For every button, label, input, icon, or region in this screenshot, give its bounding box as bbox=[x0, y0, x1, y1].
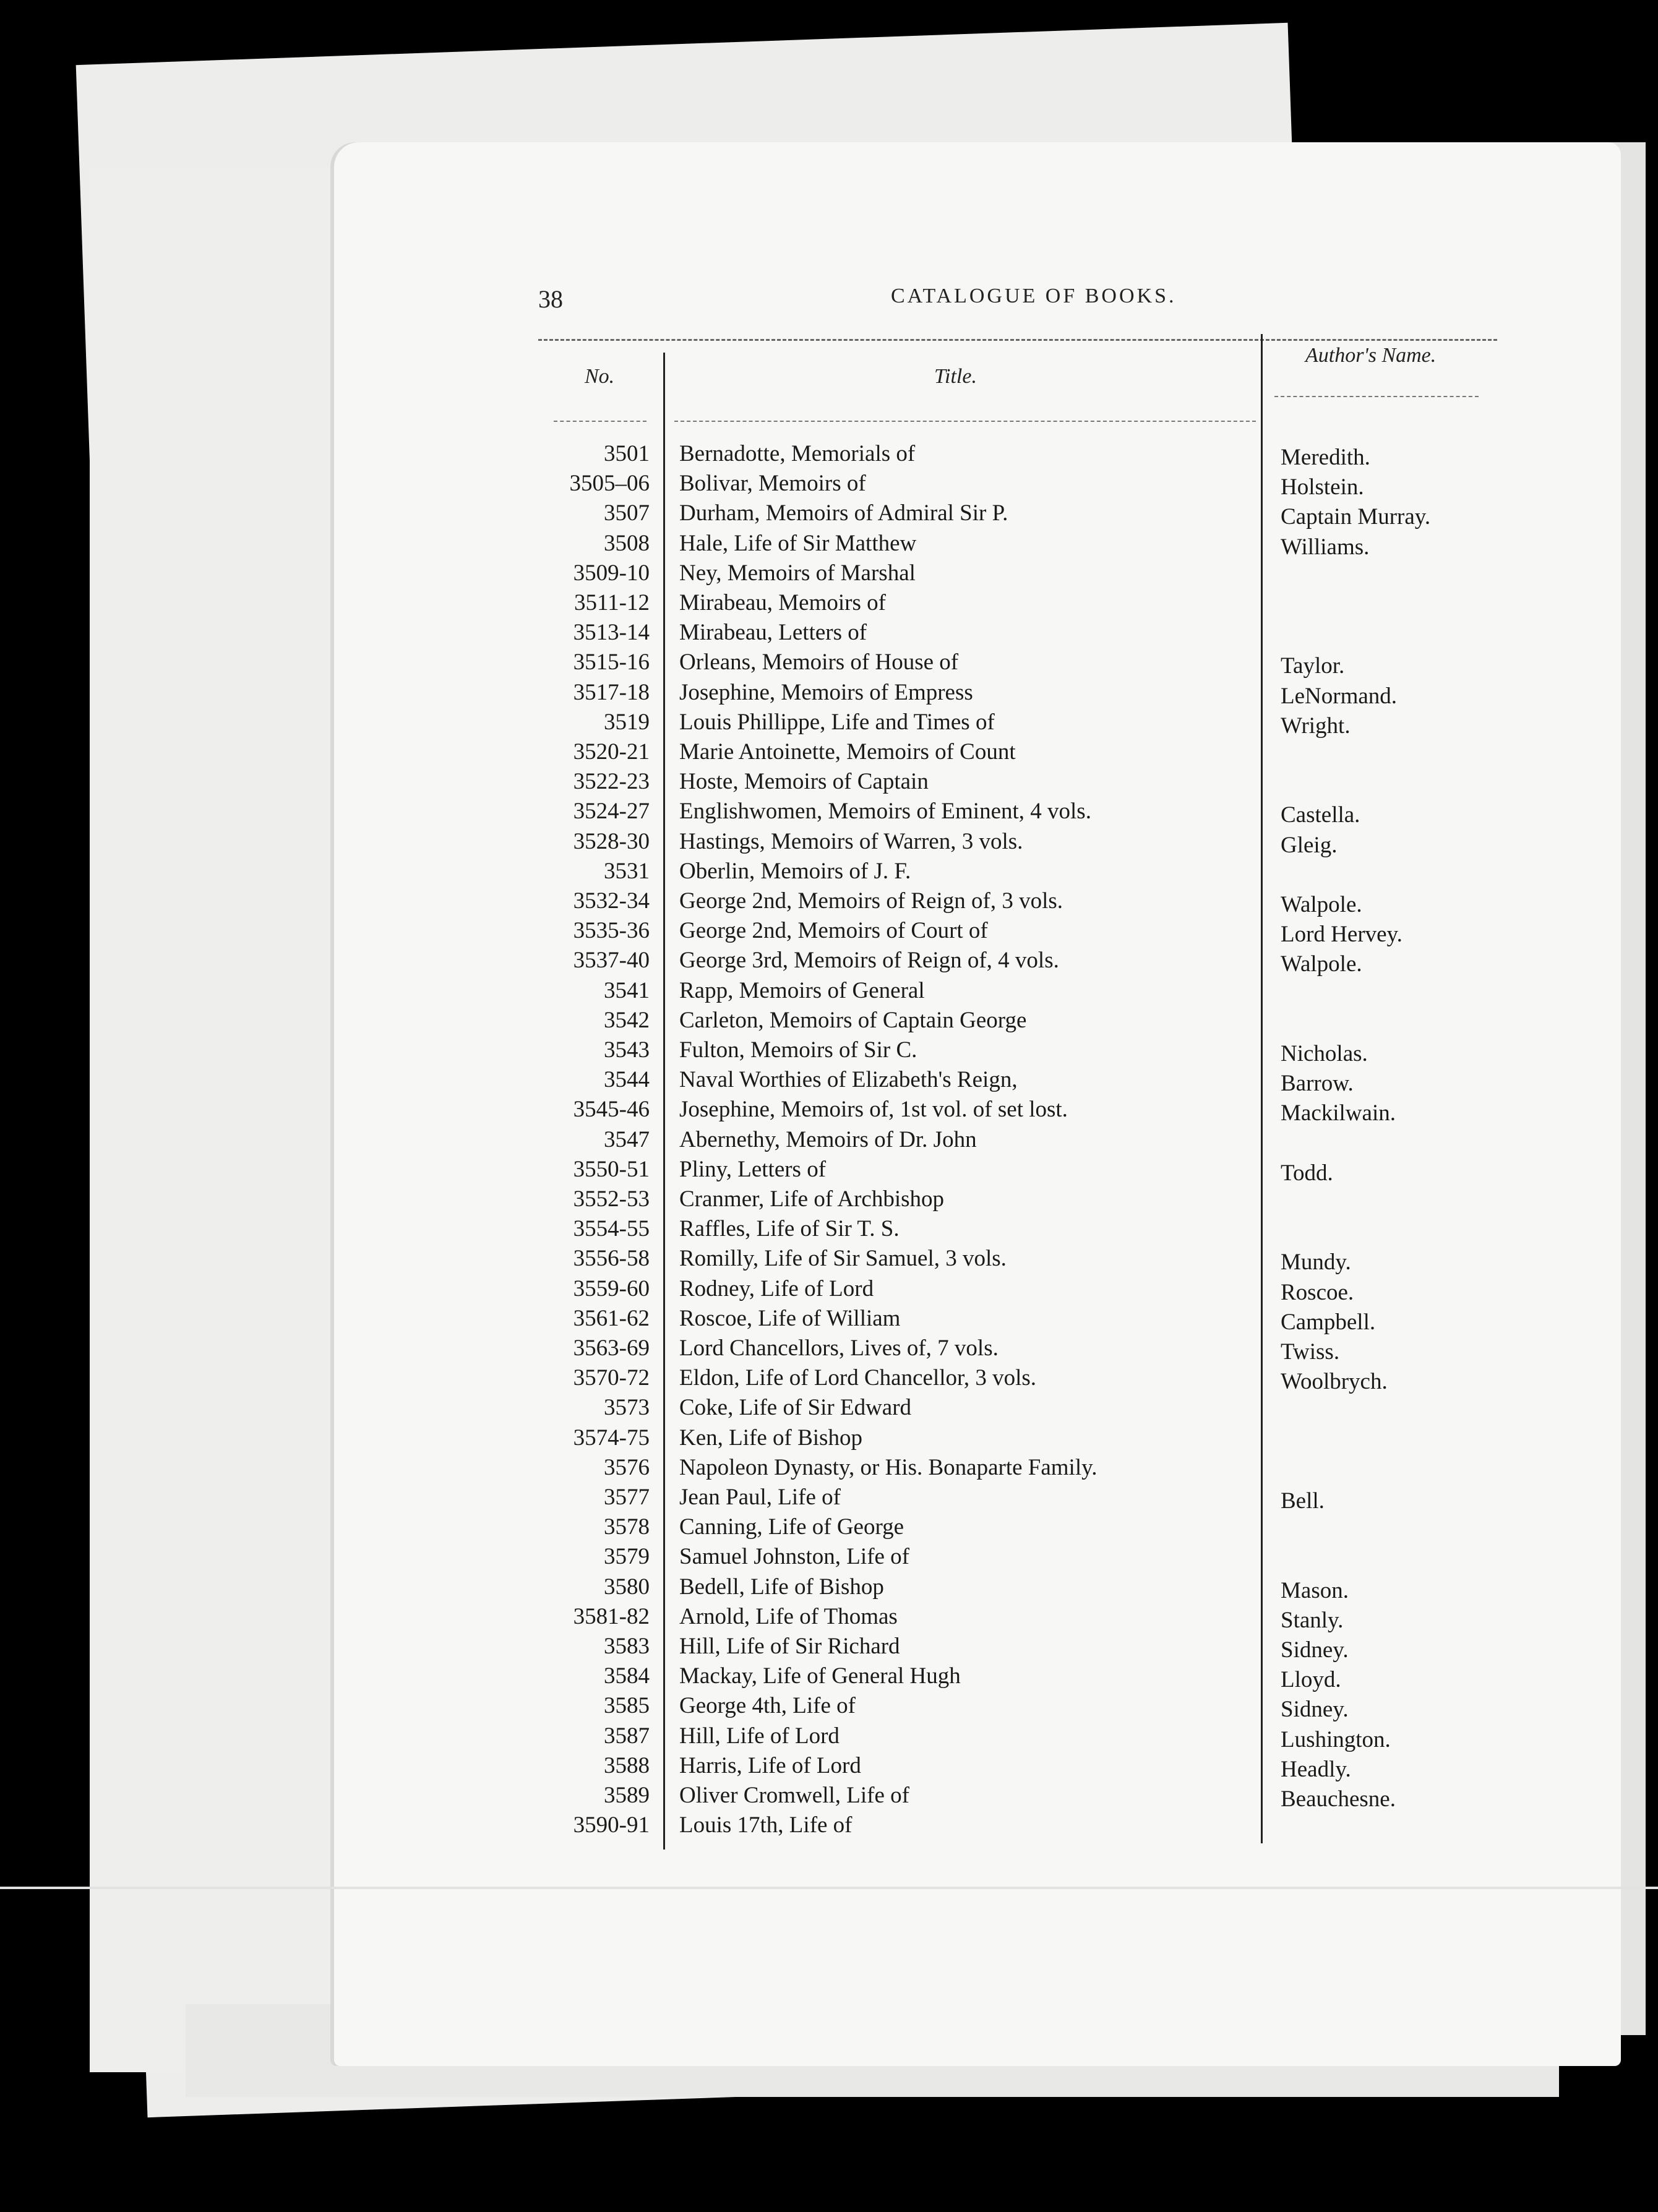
entry-number: 3537-40 bbox=[573, 948, 650, 974]
entry-title: George 2nd, Memoirs of Reign of, 3 vols. bbox=[679, 888, 1063, 914]
entry-title: Carleton, Memoirs of Captain George bbox=[679, 1007, 1027, 1033]
entry-title: Jean Paul, Life of bbox=[679, 1485, 841, 1510]
author-name: Holstein. bbox=[1281, 474, 1364, 500]
entry-number: 3554-55 bbox=[573, 1216, 650, 1242]
entry-title: Eldon, Life of Lord Chancellor, 3 vols. bbox=[679, 1365, 1037, 1391]
author-name: Mason. bbox=[1281, 1577, 1349, 1603]
entry-number: 3580 bbox=[604, 1574, 650, 1600]
entry-title: Pliny, Letters of bbox=[679, 1156, 827, 1182]
column-rule bbox=[554, 421, 646, 422]
author-name: Gleig. bbox=[1281, 832, 1338, 858]
entry-title: Hill, Life of Sir Richard bbox=[679, 1634, 900, 1659]
author-name: Beauchesne. bbox=[1281, 1786, 1396, 1812]
entry-number: 3576 bbox=[604, 1454, 650, 1480]
entry-title: Hale, Life of Sir Matthew bbox=[679, 530, 917, 556]
entry-number: 3524-27 bbox=[573, 799, 650, 825]
entry-number: 3573 bbox=[604, 1395, 650, 1421]
author-name: Todd. bbox=[1281, 1160, 1333, 1186]
author-name: Sidney. bbox=[1281, 1697, 1349, 1723]
entry-number: 3545-46 bbox=[573, 1097, 650, 1123]
author-name: Walpole. bbox=[1281, 951, 1362, 977]
author-name: Nicholas. bbox=[1281, 1041, 1368, 1066]
entry-number: 3519 bbox=[604, 709, 650, 735]
entry-number: 3520-21 bbox=[573, 739, 650, 765]
entry-number: 3590-91 bbox=[573, 1812, 650, 1838]
author-name: Lloyd. bbox=[1281, 1667, 1341, 1693]
header-rule bbox=[538, 339, 1497, 341]
entry-title: Cranmer, Life of Archbishop bbox=[679, 1186, 945, 1212]
column-header-no: No. bbox=[585, 365, 615, 388]
author-name: Stanly. bbox=[1281, 1607, 1344, 1633]
author-name: Captain Murray. bbox=[1281, 504, 1431, 530]
author-name: Wright. bbox=[1281, 713, 1351, 739]
column-rule bbox=[674, 421, 1256, 422]
entry-number: 3543 bbox=[604, 1037, 650, 1063]
author-name: Lushington. bbox=[1281, 1726, 1391, 1752]
entry-number: 3574-75 bbox=[573, 1425, 650, 1451]
author-name: LeNormand. bbox=[1281, 683, 1398, 709]
author-name: Mundy. bbox=[1281, 1250, 1351, 1275]
entry-number: 3550-51 bbox=[573, 1156, 650, 1182]
author-name: Meredith. bbox=[1281, 445, 1370, 470]
running-title: CATALOGUE OF BOOKS. bbox=[891, 285, 1177, 307]
entry-title: Durham, Memoirs of Admiral Sir P. bbox=[679, 500, 1008, 526]
entry-title: George 2nd, Memoirs of Court of bbox=[679, 918, 988, 944]
entry-number: 3544 bbox=[604, 1067, 650, 1093]
entry-number: 3522-23 bbox=[573, 769, 650, 795]
entry-number: 3531 bbox=[604, 858, 650, 884]
entry-title: Orleans, Memoirs of House of bbox=[679, 649, 959, 675]
entry-title: Louis 17th, Life of bbox=[679, 1812, 853, 1838]
column-rule bbox=[1274, 396, 1479, 397]
entry-title: Harris, Life of Lord bbox=[679, 1752, 861, 1778]
entry-title: Rapp, Memoirs of General bbox=[679, 977, 925, 1003]
entry-title: Mirabeau, Memoirs of bbox=[679, 590, 886, 615]
author-name: Campbell. bbox=[1281, 1309, 1376, 1335]
entry-number: 3542 bbox=[604, 1007, 650, 1033]
entry-title: Hill, Life of Lord bbox=[679, 1723, 840, 1749]
entry-number: 3505–06 bbox=[569, 471, 650, 497]
entry-title: Coke, Life of Sir Edward bbox=[679, 1395, 912, 1421]
entry-title: Lord Chancellors, Lives of, 7 vols. bbox=[679, 1335, 999, 1361]
author-name: Taylor. bbox=[1281, 653, 1345, 679]
entry-title: Napoleon Dynasty, or His. Bonaparte Family. bbox=[679, 1454, 1097, 1480]
entry-title: Rodney, Life of Lord bbox=[679, 1275, 874, 1301]
entry-number: 3588 bbox=[604, 1752, 650, 1778]
entry-number: 3583 bbox=[604, 1634, 650, 1659]
entry-number: 3556-58 bbox=[573, 1246, 650, 1272]
entry-number: 3577 bbox=[604, 1485, 650, 1510]
entry-title: Samuel Johnston, Life of bbox=[679, 1544, 910, 1570]
author-name: Mackilwain. bbox=[1281, 1100, 1396, 1126]
scan-artifact-line bbox=[0, 1887, 1658, 1889]
entry-number: 3585 bbox=[604, 1693, 650, 1719]
entry-title: Raffles, Life of Sir T. S. bbox=[679, 1216, 900, 1242]
entry-number: 3587 bbox=[604, 1723, 650, 1749]
entry-title: Marie Antoinette, Memoirs of Count bbox=[679, 739, 1016, 765]
entry-title: Fulton, Memoirs of Sir C. bbox=[679, 1037, 917, 1063]
entry-number: 3511-12 bbox=[574, 590, 650, 615]
entry-number: 3561-62 bbox=[573, 1305, 650, 1331]
entry-number: 3579 bbox=[604, 1544, 650, 1570]
author-name: Twiss. bbox=[1281, 1339, 1340, 1365]
entry-number: 3570-72 bbox=[573, 1365, 650, 1391]
author-name: Lord Hervey. bbox=[1281, 922, 1402, 948]
page-number: 38 bbox=[538, 285, 563, 313]
entry-title: George 4th, Life of bbox=[679, 1693, 856, 1719]
entry-title: Mirabeau, Letters of bbox=[679, 620, 867, 646]
column-header-title: Title. bbox=[934, 365, 977, 388]
entry-title: Josephine, Memoirs of Empress bbox=[679, 679, 973, 705]
entry-title: Roscoe, Life of William bbox=[679, 1305, 901, 1331]
entry-title: Mackay, Life of General Hugh bbox=[679, 1663, 961, 1689]
entry-number: 3552-53 bbox=[573, 1186, 650, 1212]
entry-title: Hoste, Memoirs of Captain bbox=[679, 769, 929, 795]
author-name: Walpole. bbox=[1281, 892, 1362, 917]
author-name: Woolbrych. bbox=[1281, 1369, 1388, 1395]
author-name: Castella. bbox=[1281, 802, 1360, 828]
author-name: Headly. bbox=[1281, 1756, 1351, 1782]
entry-number: 3547 bbox=[604, 1126, 650, 1152]
entry-number: 3507 bbox=[604, 500, 650, 526]
entry-number: 3508 bbox=[604, 530, 650, 556]
entry-title: Romilly, Life of Sir Samuel, 3 vols. bbox=[679, 1246, 1007, 1272]
entry-title: Bolivar, Memoirs of bbox=[679, 471, 866, 497]
author-name: Barrow. bbox=[1281, 1071, 1354, 1097]
author-name: Roscoe. bbox=[1281, 1279, 1354, 1305]
entry-title: Josephine, Memoirs of, 1st vol. of set lost. bbox=[679, 1097, 1068, 1123]
entry-title: Oliver Cromwell, Life of bbox=[679, 1783, 909, 1808]
entry-number: 3581-82 bbox=[573, 1603, 650, 1629]
entry-title: Naval Worthies of Elizabeth's Reign, bbox=[679, 1067, 1018, 1093]
entry-title: Englishwomen, Memoirs of Eminent, 4 vols. bbox=[679, 799, 1091, 825]
entry-title: Bernadotte, Memorials of bbox=[679, 441, 916, 466]
author-name: Williams. bbox=[1281, 534, 1370, 560]
entry-title: Ken, Life of Bishop bbox=[679, 1425, 862, 1451]
entry-number: 3501 bbox=[604, 441, 650, 466]
author-name: Bell. bbox=[1281, 1488, 1325, 1514]
entry-title: Bedell, Life of Bishop bbox=[679, 1574, 884, 1600]
entry-number: 3509-10 bbox=[573, 560, 650, 586]
entry-number: 3563-69 bbox=[573, 1335, 650, 1361]
column-divider bbox=[1261, 334, 1263, 1843]
entry-number: 3535-36 bbox=[573, 918, 650, 944]
column-divider bbox=[663, 353, 665, 1850]
entry-number: 3541 bbox=[604, 977, 650, 1003]
entry-number: 3559-60 bbox=[573, 1275, 650, 1301]
entry-title: Oberlin, Memoirs of J. F. bbox=[679, 858, 911, 884]
entry-title: Abernethy, Memoirs of Dr. John bbox=[679, 1126, 977, 1152]
entry-number: 3589 bbox=[604, 1783, 650, 1808]
entry-title: Canning, Life of George bbox=[679, 1514, 904, 1540]
entry-number: 3513-14 bbox=[573, 620, 650, 646]
entry-number: 3584 bbox=[604, 1663, 650, 1689]
entry-title: Louis Phillippe, Life and Times of bbox=[679, 709, 995, 735]
entry-title: Ney, Memoirs of Marshal bbox=[679, 560, 916, 586]
entry-title: Hastings, Memoirs of Warren, 3 vols. bbox=[679, 828, 1023, 854]
entry-number: 3528-30 bbox=[573, 828, 650, 854]
author-name: Sidney. bbox=[1281, 1637, 1349, 1663]
entry-number: 3515-16 bbox=[573, 649, 650, 675]
column-header-author: Author's Name. bbox=[1305, 344, 1437, 367]
entry-number: 3532-34 bbox=[573, 888, 650, 914]
entry-title: Arnold, Life of Thomas bbox=[679, 1603, 898, 1629]
entry-number: 3578 bbox=[604, 1514, 650, 1540]
entry-number: 3517-18 bbox=[573, 679, 650, 705]
entry-title: George 3rd, Memoirs of Reign of, 4 vols. bbox=[679, 948, 1059, 974]
